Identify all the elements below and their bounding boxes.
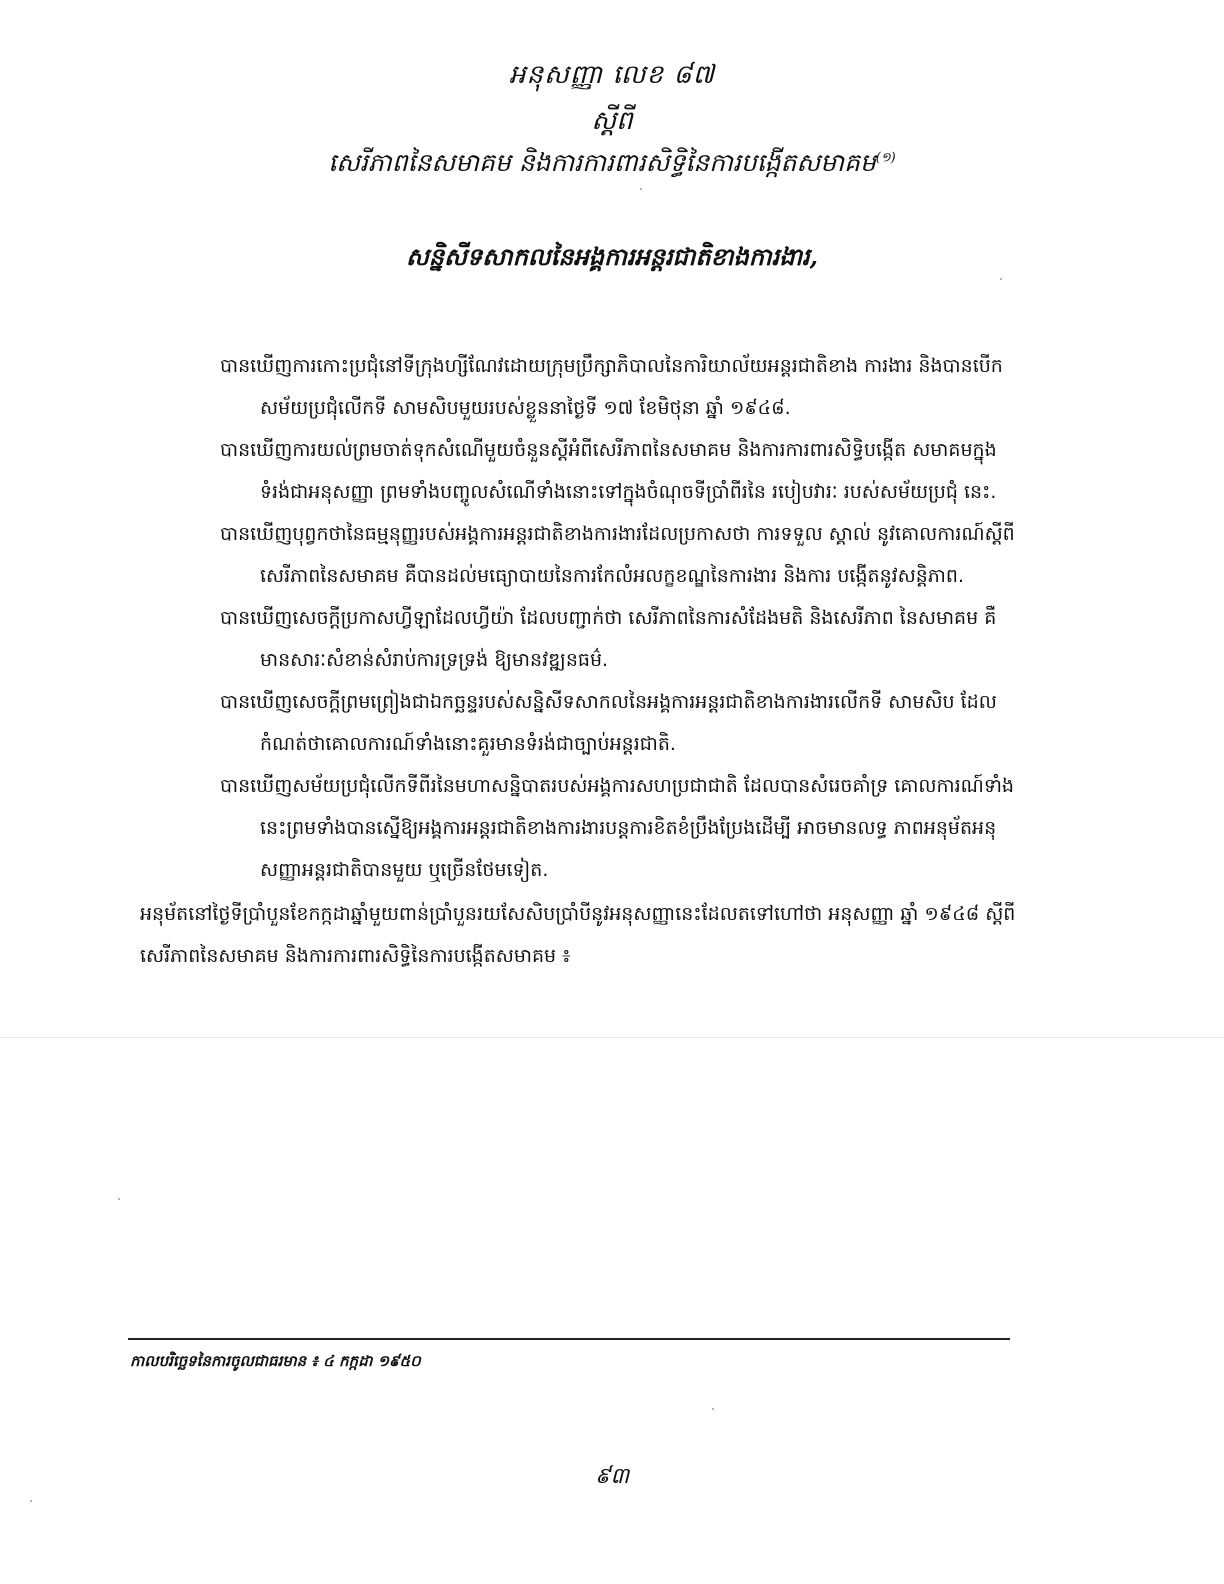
scan-speck (712, 1408, 714, 1410)
footnote-text: កាលបរិច្ឆេទនៃការចូលជាធរមាន ៖ ៤ កក្កដា ១៩៥០ (130, 1352, 421, 1370)
preamble-paragraph: បានឃើញការយល់ព្រមចាត់ទុកសំណើមួយចំនួនស្តីអំពីសេរីភាពនៃសមាគម និងការការពារសិទ្ធិបង្កើត សមាគមក្នុងទំរង់ជាអនុសញ្ញា ព្រមទាំងបញ្ចូលសំណើទាំងនោះទៅក្នុងចំណុចទីប្រាំពីរនៃ របៀបវារៈ របស់សម័យប្រជុំ នេះ. (220, 439, 997, 503)
scan-speck (1000, 278, 1002, 280)
preamble-paragraph: បានឃើញសេចក្តីព្រមព្រៀងជាឯកច្ឆន្ទរបស់សន្និសីទសាកលនៃអង្គការអន្តរជាតិខាងការងារលើកទី សាមសិប ដែលកំណត់ថាគោលការណ៍ទាំងនោះគួរមានទំរង់ជាច្បាប់អន្តរជាតិ. (220, 691, 997, 755)
scan-speck (640, 188, 642, 190)
scan-artifact-line (0, 1037, 1224, 1038)
scan-speck (30, 1500, 32, 1502)
convention-subject (0, 148, 1224, 184)
adoption-paragraph: អនុម័តនៅថ្ងៃទីប្រាំបួនខែកក្កដាឆ្នាំមួយពាន់ប្រាំបួនរយសែសិបប្រាំបីនូវអនុសញ្ញានេះដែលតទៅហៅថា អនុសញ្ញា ឆ្នាំ ១៩៤៨ ស្តីពី សេរីភាពនៃសមាគម និងការការពារសិទ្ធិនៃការបង្កើតសមាគម ៖ (140, 903, 1016, 967)
conference-heading: សន្និសីទសាកលនៃអង្គការអន្តរជាតិខាងការងារ, (405, 242, 819, 271)
preamble-paragraph: បានឃើញបុព្វកថានៃធម្មនុញ្ញរបស់អង្គការអន្តរជាតិខាងការងារដែលប្រកាសថា ការទទួល ស្គាល់ នូវគោលការណ៍ស្តីពីសេរីភាពនៃសមាគម គឺបានដល់មធ្យោបាយនៃការកែលំអលក្ខខណ្ឌនៃការងារ និងការ បង្កើតនូវសន្តិភាព. (220, 523, 1015, 587)
preamble (140, 345, 1020, 977)
preamble-paragraph: បានឃើញសេចក្តីប្រកាសហ្វីឡាដែលហ្វីយ៉ា ដែលបញ្ជាក់ថា សេរីភាពនៃការសំដែងមតិ និងសេរីភាព នៃសមាគម គឺមានសារៈសំខាន់សំរាប់ការទ្រទ្រង់ ឱ្យមានវឌ្ឍនធម៌. (220, 607, 997, 671)
about-label: ស្តីពី (591, 106, 633, 136)
convention-subject-text: សេរីភាពនៃសមាគម និងការការពារសិទ្ធិនៃការបង្កើតសមាគម (328, 148, 876, 177)
preamble-paragraph: បានឃើញសម័យប្រជុំលើកទីពីរនៃមហាសន្និបាតរបស់អង្គការសហប្រជាជាតិ ដែលបានសំរេចគាំទ្រ គោលការណ៍ទាំងនេះព្រមទាំងបានស្នើឱ្យអង្គការអន្តរជាតិខាងការងារបន្តការខិតខំប្រឹងប្រែងដើម្បី អាចមានលទ្ធ ភាពអនុម័តអនុសញ្ញាអន្តរជាតិបានមួយ ឬច្រើនថែមទៀត. (220, 775, 1014, 881)
footnote-marker: (១) (875, 150, 896, 166)
preamble-paragraph: បានឃើញការកោះប្រជុំនៅទីក្រុងហ្សីណែវដោយក្រុមប្រឹក្សាភិបាលនៃការិយាល័យអន្តរជាតិខាង ការងារ និងបានបើកសម័យប្រជុំលើកទី សាមសិបមួយរបស់ខ្លួននាថ្ងៃទី ១៧ ខែមិថុនា ឆ្នាំ ១៩៤៨. (220, 355, 1003, 419)
page-number: ៩៣ (594, 1464, 630, 1489)
convention-title: អនុសញ្ញា លេខ ៨៧ (508, 60, 716, 90)
scan-speck (118, 1198, 120, 1200)
footnote-divider (128, 1338, 1010, 1340)
